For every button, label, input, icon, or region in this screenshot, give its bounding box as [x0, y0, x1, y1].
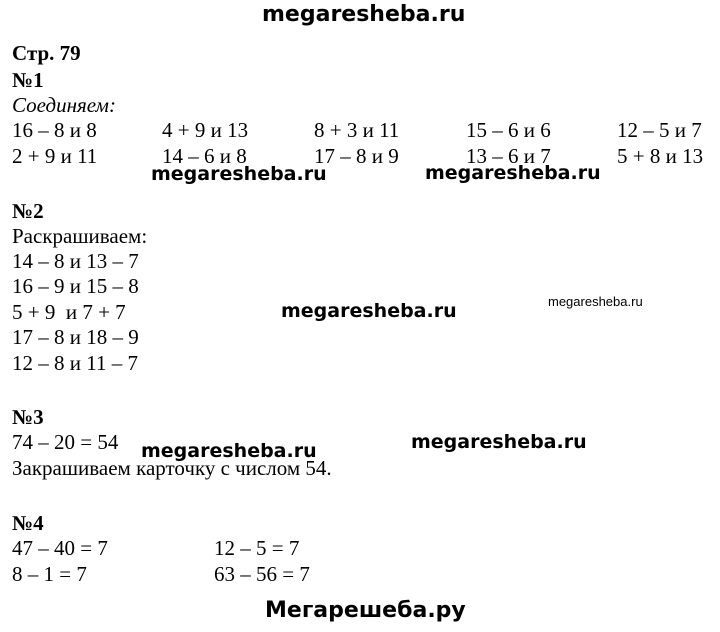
watermark-mid-1: megaresheba.ru	[151, 163, 327, 185]
task1-intro: Соединяем:	[12, 93, 116, 117]
task1-row2-item: 5 + 8 и 13	[617, 144, 704, 168]
task3-equation: 74 – 20 = 54	[12, 430, 119, 454]
task2-line: 17 – 8 и 18 – 9	[12, 325, 139, 349]
task4-right-equation: 12 – 5 = 7	[214, 536, 300, 560]
watermark-mid-4: megaresheba.ru	[141, 440, 317, 462]
task4-heading: №4	[12, 511, 44, 535]
task1-heading: №1	[12, 68, 44, 92]
task1-row1-item: 12 – 5 и 7	[617, 118, 702, 142]
task1-row1-item: 15 – 6 и 6	[466, 118, 551, 142]
task4-left-equation: 8 – 1 = 7	[12, 562, 87, 586]
task4-left-equation: 47 – 40 = 7	[12, 536, 108, 560]
watermark-mid-2: megaresheba.ru	[425, 162, 601, 184]
watermark-top: megaresheba.ru	[262, 2, 466, 27]
watermark-small: megaresheba.ru	[548, 294, 643, 309]
page-label: Стр. 79	[12, 41, 81, 65]
task2-intro: Раскрашиваем:	[12, 224, 148, 248]
task1-row2-item: 13 – 6 и 7	[466, 144, 551, 168]
task1-row2-item: 2 + 9 и 11	[12, 144, 98, 168]
task1-row1-item: 16 – 8 и 8	[12, 118, 97, 142]
task3-heading: №3	[12, 405, 44, 429]
watermark-mid-5: megaresheba.ru	[411, 431, 587, 453]
task1-row1-item: 4 + 9 и 13	[162, 118, 249, 142]
watermark-bottom: Мегарешеба.ру	[265, 598, 466, 623]
task3-text: Закрашиваем карточку с числом 54.	[12, 456, 332, 480]
task2-heading: №2	[12, 199, 44, 223]
task1-row2-item: 14 – 6 и 8	[162, 144, 247, 168]
task4-right-equation: 63 – 56 = 7	[214, 562, 310, 586]
watermark-mid-3: megaresheba.ru	[281, 300, 457, 322]
task1-row2-item: 17 – 8 и 9	[314, 144, 399, 168]
task2-line: 16 – 9 и 15 – 8	[12, 274, 139, 298]
task2-line: 14 – 8 и 13 – 7	[12, 249, 139, 273]
task1-row1-item: 8 + 3 и 11	[314, 118, 400, 142]
task2-line: 12 – 8 и 11 – 7	[12, 351, 138, 375]
task2-line: 5 + 9 и 7 + 7	[12, 300, 126, 324]
